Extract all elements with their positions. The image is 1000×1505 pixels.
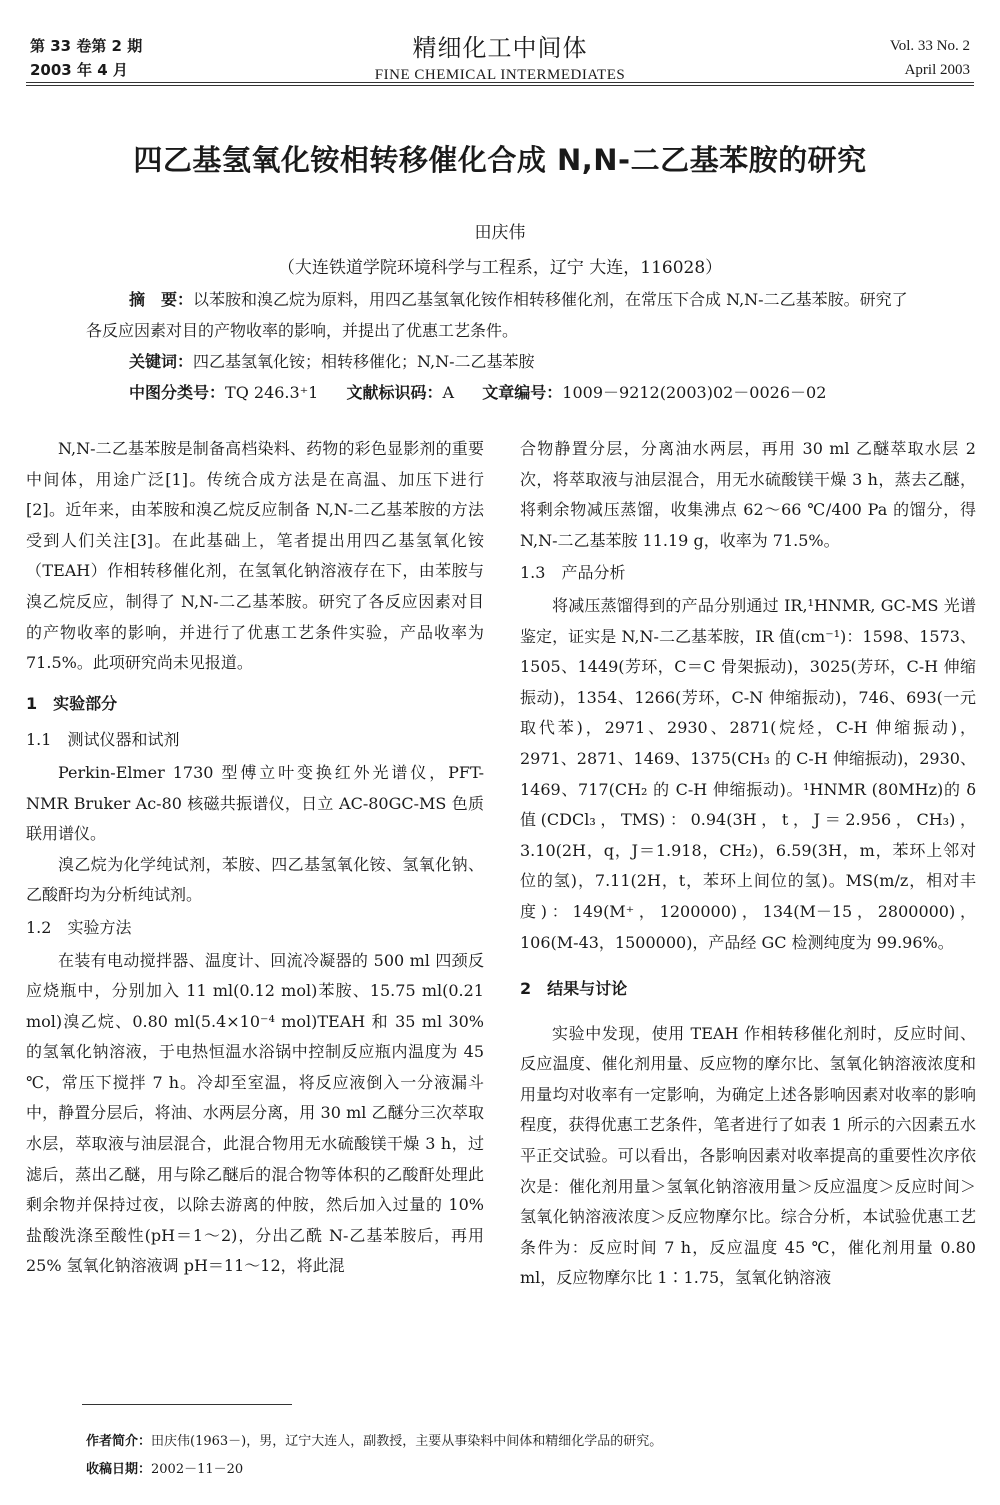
section-1-2-heading: 1.2 实验方法	[26, 917, 132, 937]
classification	[129, 377, 826, 408]
abstract-text: 以苯胺和溴乙烷为原料，用四乙基氢氧化铵作相转移催化剂，在常压下合成 N,N-二乙基苯胺。研究了各反应因素对目的产物收率的影响，并提出了优惠工艺条件。	[86, 290, 908, 340]
left-column	[26, 434, 484, 1282]
author-bio-label: 作者简介：	[86, 1434, 152, 1449]
keywords	[129, 346, 535, 377]
abstract-label: 摘 要：	[129, 290, 194, 309]
issue-date-en: April 2003	[904, 62, 970, 78]
method-paragraph: 在装有电动搅拌器、温度计、回流冷凝器的 500 ml 四颈反应烧瓶中，分别加入 11 ml(0.12 mol)苯胺、15.75 ml(0.21 mol)溴乙烷、0.80 ml(5.4×10⁻⁴ mol)TEAH 和 35 ml 30% 的氢氧化钠溶液，于电热恒温水浴锅中控制反应瓶内温度为 45 ℃，常压下搅拌 7 h。冷却至室温，将反应液倒入一分液漏斗中，静置分层后，将油、水两层分离，用 30 ml 乙醚分三次萃取水层，萃取液与油层混合，此混合物用无水硫酸镁干燥 3 h，过滤后，蒸出乙醚，用与除乙醚后的混合物等体积的乙酸酐处理此剩余物并保持过夜，以除去游离的仲胺，然后加入过量的 10% 盐酸洗涤至酸性(pH＝1～2)，分出乙酰 N-乙基苯胺后，再用 25% 氢氧化钠溶液调 pH＝11～12，将此混	[26, 950, 484, 1276]
author-bio	[86, 1432, 662, 1452]
doc-code-value: A	[442, 383, 455, 402]
received-date-text: 2002－11－20	[151, 1462, 244, 1477]
author-bio-text: 田庆伟(1963－)，男，辽宁大连人，副教授，主要从事染料中间体和精细化学品的研究。	[151, 1434, 663, 1449]
received-date	[86, 1460, 243, 1480]
keywords-text: 四乙基氢氧化铵；相转移催化；N,N-二乙基苯胺	[193, 352, 535, 371]
section-1-heading: 1 实验部分	[26, 693, 118, 713]
clc-label: 中图分类号：	[129, 383, 226, 402]
clc-value: TQ 246.3⁺1	[225, 383, 319, 402]
method-continued-paragraph: 合物静置分层，分离油水两层，再用 30 ml 乙醚萃取水层 2 次，将萃取液与油层混合，用无水硫酸镁干燥 3 h，蒸去乙醚，将剩余物减压蒸馏，收集沸点 62～66 ℃/400 Pa 的馏分，得 N,N-二乙基苯胺 11.19 g，收率为 71.5%。	[520, 439, 976, 550]
issue-info-en	[890, 34, 970, 82]
journal-name-cn: 精细化工中间体	[412, 34, 588, 62]
doc-code-label: 文献标识码：	[346, 383, 443, 402]
section-1-1-heading: 1.1 测试仪器和试剂	[26, 730, 180, 750]
footnote-rule	[82, 1404, 292, 1405]
keywords-label: 关键词：	[129, 352, 194, 371]
issue-volume-en: Vol. 33 No. 2	[889, 38, 970, 54]
results-paragraph: 实验中发现，使用 TEAH 作相转移催化剂时，反应时间、反应温度、催化剂用量、反应物的摩尔比、氢氧化钠溶液浓度和用量均对收率有一定影响，为确定上述各影响因素对收率的影响程度，获得优惠工艺条件，笔者进行了如表 1 所示的六因素五水平正交试验。可以看出，各影响因素对收率提高的重要性次序依次是：催化剂用量＞氢氧化钠溶液用量＞反应温度＞反应时间＞氢氧化钠溶液浓度＞反应物摩尔比。综合分析，本试验优惠工艺条件为：反应时间 7 h，反应温度 45 ℃，催化剂用量 0.80 ml，反应物摩尔比 1∶1.75，氢氧化钠溶液	[520, 1023, 976, 1288]
article-number-value: 1009－9212(2003)02－0026－02	[562, 383, 827, 402]
journal-name-en: FINE CHEMICAL INTERMEDIATES	[374, 67, 626, 83]
section-1-3-heading: 1.3 产品分析	[520, 563, 626, 583]
header-rule-double	[26, 85, 974, 86]
header-rule	[26, 82, 974, 83]
issue-volume: 第 33 卷第 2 期	[30, 37, 143, 55]
author-name: 田庆伟	[474, 223, 526, 243]
instruments-paragraph: Perkin-Elmer 1730 型傅立叶变换红外光谱仪，PFT-NMR Bruker Ac-80 核磁共振谱仪，日立 AC-80GC-MS 色质联用谱仪。	[26, 762, 484, 844]
abstract	[86, 284, 916, 346]
article-number-label: 文章编号：	[482, 383, 563, 402]
issue-date: 2003 年 4 月	[30, 61, 128, 79]
analysis-paragraph: 将减压蒸馏得到的产品分别通过 IR,¹HNMR, GC-MS 光谱鉴定，证实是 N,N-二乙基苯胺，IR 值(cm⁻¹)：1598、1573、1505、1449(芳环，C＝C 骨架振动)，3025(芳环，C-H 伸缩振动)，1354、1266(芳环，C-N 伸缩振动)，746、693(一元取代苯)，2971、2930、2871(烷烃，C-H 伸缩振动)，2971、2871、1469、1375(CH₃ 的 C-H 伸缩振动)，2930、1469、717(CH₂ 的 C-H 伸缩振动)。¹HNMR (80MHz)的 δ 值(CDCl₃，TMS)：0.94(3H，t，J＝2.956，CH₃)，3.10(2H，q，J＝1.918，CH₂)，6.59(3H，m，苯环上邻对位的氢)，7.11(2H，t，苯环上间位的氢)。MS(m/z，相对丰度)：149(M⁺，1200000)，134(M－15，2800000)，106(M-43，1500000)，产品经 GC 检测纯度为 99.96%。	[520, 595, 976, 952]
reagents-paragraph: 溴乙烷为化学纯试剂，苯胺、四乙基氢氧化铵、氢氧化钠、乙酸酐均为分析纯试剂。	[26, 854, 484, 905]
section-2-heading: 2 结果与讨论	[520, 979, 628, 999]
received-date-label: 收稿日期：	[86, 1462, 152, 1477]
intro-paragraph: N,N-二乙基苯胺是制备高档染料、药物的彩色显影剂的重要中间体，用途广泛[1]。传统合成方法是在高温、加压下进行[2]。近年来，由苯胺和溴乙烷反应制备 N,N-二乙基苯胺的方法受到人们关注[3]。在此基础上，笔者提出用四乙基氢氧化铵（TEAH）作相转移催化剂，在氢氧化钠溶液存在下，由苯胺与溴乙烷反应，制得了 N,N-二乙基苯胺。研究了各反应因素对目的产物收率的影响，并进行了优惠工艺条件实验，产品收率为 71.5%。此项研究尚未见报道。	[26, 439, 484, 673]
journal-name	[0, 28, 1000, 84]
right-column	[520, 434, 976, 1294]
author-affiliation: （大连铁道学院环境科学与工程系，辽宁 大连，116028）	[277, 258, 723, 278]
paper-title: 四乙基氢氧化铵相转移催化合成 N,N-二乙基苯胺的研究	[133, 143, 867, 177]
